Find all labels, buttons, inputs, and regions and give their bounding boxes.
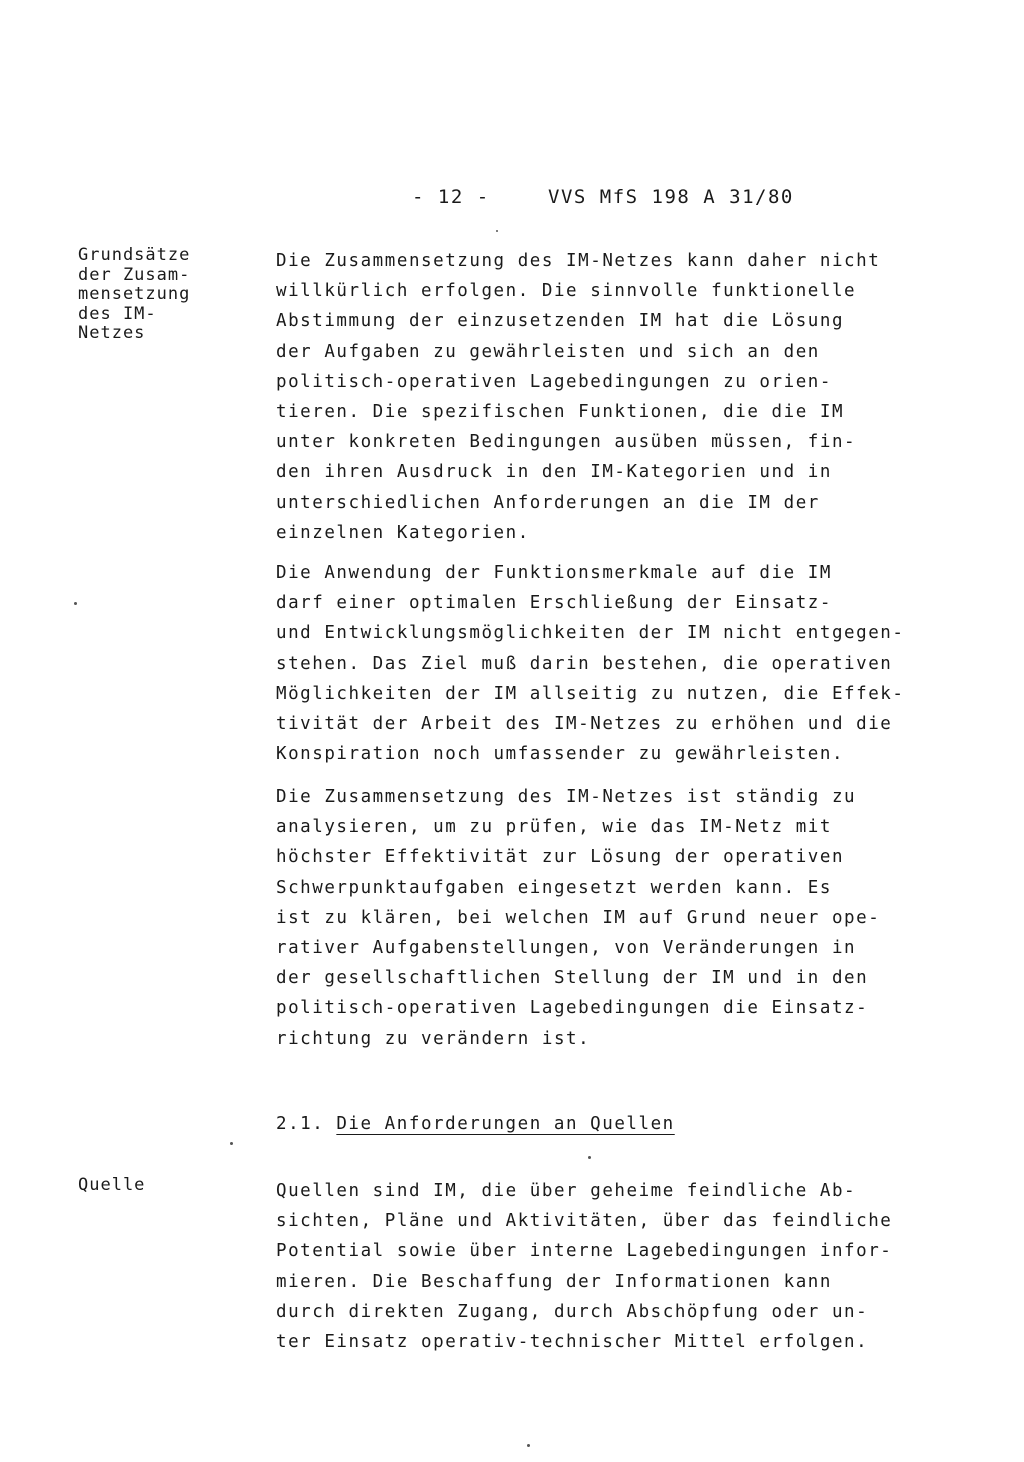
text-line: sichten, Pläne und Aktivitäten, über das feindliche: [276, 1211, 893, 1232]
text-line: Möglichkeiten der IM allseitig zu nutzen, die Effek-: [276, 683, 905, 704]
margin-note-line: Grundsätze: [78, 245, 191, 265]
text-line: Die Zusammensetzung des IM-Netzes ist ständig zu: [276, 787, 857, 807]
scan-speck: [588, 1156, 591, 1159]
paragraph-composition: [276, 246, 936, 548]
text-line: Quellen sind IM, die über geheime feindliche Ab-: [276, 1181, 857, 1201]
text-line: Die Anwendung der Funktionsmerkmale auf die IM: [276, 563, 832, 583]
text-line: Potential sowie über interne Lagebedingungen infor-: [276, 1241, 893, 1262]
page-number: - 12 -: [412, 186, 490, 208]
margin-note-line: Quelle: [78, 1175, 146, 1195]
text-line: unterschiedlichen Anforderungen an die IM der: [276, 492, 820, 513]
text-line: ist zu klären, bei welchen IM auf Grund neuer ope-: [276, 907, 881, 928]
text-line: Konspiration noch umfassender zu gewährleisten.: [276, 744, 845, 765]
margin-note-composition: [78, 246, 228, 344]
scan-speck: [230, 1142, 233, 1145]
margin-note-source: [78, 1176, 228, 1196]
text-line: darf einer optimalen Erschließung der Einsatz-: [276, 593, 832, 614]
text-line: politisch-operativen Lagebedingungen zu orien-: [276, 371, 832, 392]
section-number: 2.1.: [276, 1114, 325, 1134]
text-line: Abstimmung der einzusetzenden IM hat die Lösung: [276, 311, 845, 332]
page-header: [0, 186, 1024, 216]
text-line: der Aufgaben zu gewährleisten und sich an den: [276, 341, 820, 362]
scan-speck: [74, 602, 77, 605]
document-reference: VVS MfS 198 A 31/80: [548, 186, 794, 208]
margin-note-line: mensetzung: [78, 284, 191, 304]
text-line: und Entwicklungsmöglichkeiten der IM nicht entgegen-: [276, 623, 905, 644]
text-line: rativer Aufgabenstellungen, von Veränderungen in: [276, 938, 857, 959]
text-line: ter Einsatz operativ-technischer Mittel erfolgen.: [276, 1332, 869, 1353]
text-line: durch direkten Zugang, durch Abschöpfung oder un-: [276, 1301, 869, 1322]
text-line: politisch-operativen Lagebedingungen die Einsatz-: [276, 998, 869, 1019]
paragraph-analysis: [276, 782, 936, 1054]
text-line: der gesellschaftlichen Stellung der IM und in den: [276, 968, 869, 989]
text-line: richtung zu verändern ist.: [276, 1028, 591, 1049]
margin-note-line: der Zusam-: [78, 264, 191, 285]
text-line: unter konkreten Bedingungen ausüben müssen, fin-: [276, 432, 857, 453]
scan-speck: [496, 230, 498, 232]
section-heading: [276, 1114, 675, 1134]
margin-note-line: des IM-: [78, 303, 157, 324]
text-line: tieren. Die spezifischen Funktionen, die die IM: [276, 402, 845, 423]
text-line: willkürlich erfolgen. Die sinnvolle funktionelle: [276, 281, 857, 302]
scan-speck: [527, 1444, 530, 1447]
text-line: analysieren, um zu prüfen, wie das IM-Netz mit: [276, 817, 832, 838]
text-line: Schwerpunktaufgaben eingesetzt werden kann. Es: [276, 877, 832, 898]
text-line: den ihren Ausdruck in den IM-Kategorien und in: [276, 462, 832, 483]
text-line: stehen. Das Ziel muß darin bestehen, die operativen: [276, 653, 893, 674]
text-line: höchster Effektivität zur Lösung der operativen: [276, 847, 845, 868]
text-line: tivität der Arbeit des IM-Netzes zu erhöhen und die: [276, 714, 893, 735]
section-title: Die Anforderungen an Quellen: [336, 1114, 675, 1134]
margin-note-line: Netzes: [78, 323, 146, 343]
text-line: Die Zusammensetzung des IM-Netzes kann daher nicht: [276, 251, 881, 271]
paragraph-sources: [276, 1176, 936, 1357]
text-line: einzelnen Kategorien.: [276, 522, 530, 543]
text-line: mieren. Die Beschaffung der Informationen kann: [276, 1271, 832, 1292]
paragraph-function-features: [276, 558, 936, 769]
